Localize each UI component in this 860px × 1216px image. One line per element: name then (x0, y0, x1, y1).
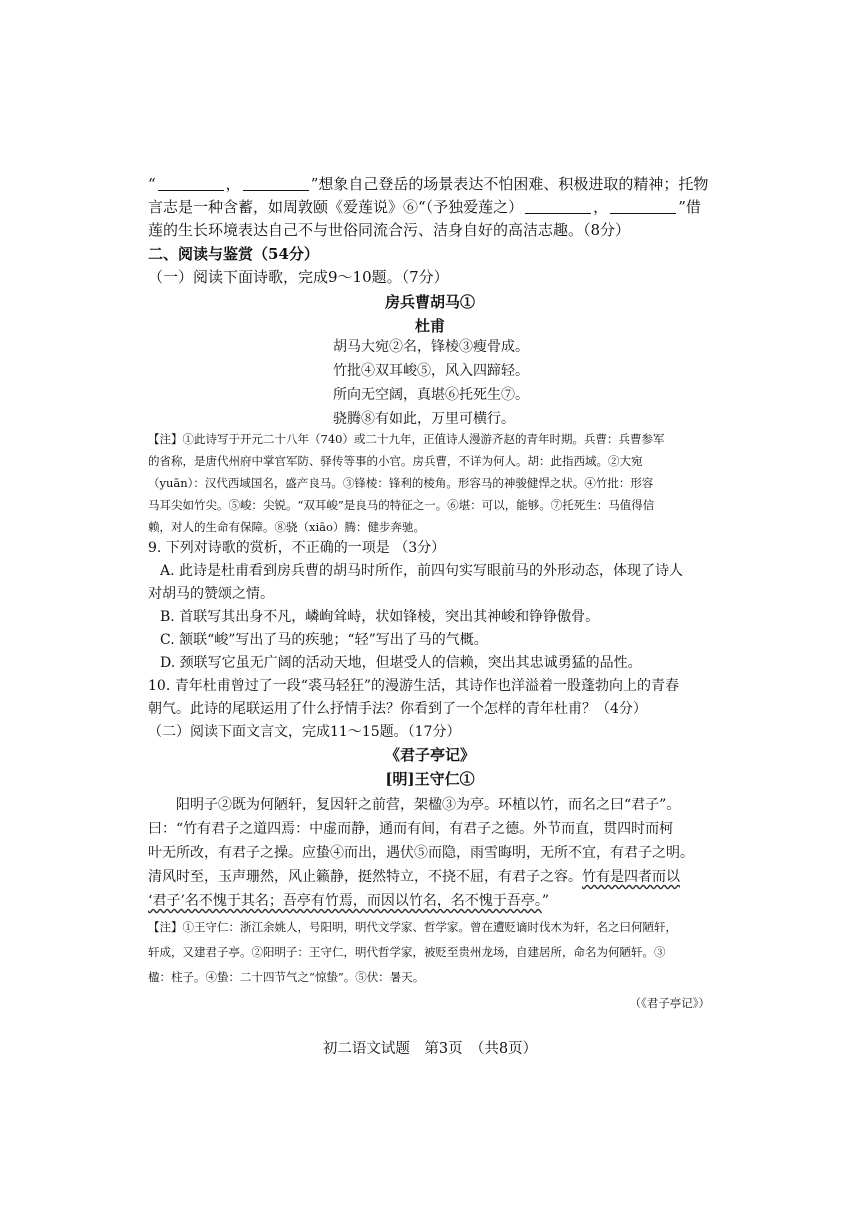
essay-notes (148, 915, 677, 990)
note-line: 赖，对人的生命有保障。⑧骁（xiāo）腾：健步奔驰。 (148, 520, 425, 534)
poem-verses (333, 335, 529, 431)
note-line: 楹：柱子。④蛰：二十四节气之“惊蛰”。⑤伏：暑天。 (148, 970, 425, 984)
page-footer: 初二语文试题 第3页 （共8页） (322, 1041, 538, 1057)
note-line: （yuān）：汉代西域国名，盛产良马。③锋棱：锋利的棱角。形容马的神骏健悍之状。④竹批：形容 (148, 476, 654, 490)
question-stem: 9. 下列对诗歌的赏析，不正确的一项是 （3分） (148, 540, 446, 556)
answer-blank[interactable] (525, 212, 591, 214)
essay-body (148, 793, 694, 913)
answer-blank[interactable] (610, 212, 676, 214)
essay-line: 曰：“竹有君子之道四焉：中虚而静，通而有间，有君子之德。外节而直，贯四时而柯 (148, 821, 674, 837)
poem-verse: 胡马大宛②名，锋棱③瘦骨成。 (333, 339, 529, 355)
answer-blank[interactable] (243, 189, 309, 191)
section-heading: 二、阅读与鉴赏（54分） (148, 245, 319, 263)
note-line: 轩成，又建君子亭。②阳明子：王守仁，明代哲学家，被贬至贵州龙场，自建居所，命名为何陋轩。③ (148, 945, 666, 959)
option-a: A. 此诗是杜甫看到房兵曹的胡马时所作，前四句实写眼前马的外形动态，体现了诗人 (160, 563, 684, 579)
question-10 (148, 675, 679, 721)
part2-heading: （二）阅读下面文言文，完成11～15题。（17分） (148, 724, 461, 740)
question-stem-cont: 朝气。此诗的尾联运用了什么抒情手法？你看到了一个怎样的青年杜甫？（4分） (148, 701, 647, 717)
intro-line-2: 言志是一种含蓄，如周敦颐《爱莲说》⑥“（予独爱莲之） ， ”借 (148, 198, 701, 216)
essay-line: 阳明子②既为何陋轩，复因轩之前营，架楹③为亭。环植以竹，而名之曰“君子”。 (176, 797, 681, 813)
question-stem: 10. 青年杜甫曾过了一段“裘马轻狂”的漫游生活，其诗作也洋溢着一股蓬勃向上的青春 (148, 678, 680, 694)
intro-line-1: “ ， ”想象自己登岳的场景表达不怕困难、积极进取的精神；托物 (148, 175, 709, 193)
option-c: C. 颔联“峻”写出了马的疾驰；“轻”写出了马的气概。 (160, 632, 488, 648)
poem-author: 杜甫 (414, 317, 445, 335)
note-line: 【注】①此诗写于开元二十八年（740）或二十九年，正值诗人漫游齐赵的青年时期。兵曹：兵曹参军 (148, 432, 665, 446)
note-line: 【注】①王守仁：浙江余姚人，号阳明，明代文学家、哲学家。曾在遭贬谪时伐木为轩，名之曰何陋轩， (148, 920, 677, 934)
essay-line: ‘君子’名不愧于其名；吾亭有竹焉，而因以竹名，名不愧于吾亭。” (148, 893, 550, 909)
part1-heading: （一）阅读下面诗歌，完成9～10题。（7分） (148, 268, 449, 286)
option-b: B. 首联写其出身不凡，嶙峋耸峙，状如锋棱，突出其神峻和铮铮傲骨。 (160, 609, 600, 625)
poem-notes (148, 428, 664, 538)
note-line: 的省称，是唐代州府中掌官军防、驿传等事的小官。房兵曹，不详为何人。胡：此指西域。②大宛 (148, 454, 643, 468)
underlined-sentence: ‘君子’名不愧于其名；吾亭有竹焉，而因以竹名，名不愧于吾亭。 (148, 893, 542, 909)
essay-line: 清风时至，玉声珊然，风止籁静，挺然特立，不挠不屈，有君子之容。竹有是四者而以 (148, 869, 680, 885)
poem-verse: 竹批④双耳峻⑤，风入四蹄轻。 (333, 363, 529, 379)
essay-line: 叶无所改，有君子之操。应蛰④而出，遇伏⑤而隐，雨雪晦明，无所不宜，有君子之明。 (148, 845, 694, 861)
underlined-sentence: 竹有是四者而以 (582, 869, 680, 885)
note-line: 马耳尖如竹尖。⑤峻：尖锐。“双耳峻”是良马的特征之一。⑥堪：可以，能够。⑦托死生：马值得信 (148, 498, 655, 512)
essay-source: （《君子亭记》） (629, 996, 710, 1010)
poem-verse: 所向无空阔，真堪⑥托死生⑦。 (333, 387, 529, 403)
intro-line-3: 莲的生长环境表达自己不与世俗同流合污、洁身自好的高洁志趣。（8分） (148, 221, 631, 239)
option-a-cont: 对胡马的赞颂之情。 (148, 586, 274, 602)
poem-verse: 骁腾⑧有如此，万里可横行。 (333, 411, 515, 427)
essay-title: 《君子亭记》 (384, 746, 475, 764)
poem-title: 房兵曹胡马① (384, 293, 475, 311)
answer-blank[interactable] (158, 189, 224, 191)
option-d: D. 颈联写它虽无广阔的活动天地，但堪受人的信赖，突出其忠诚勇猛的品性。 (160, 655, 642, 671)
essay-author: [明]王守仁① (385, 770, 475, 788)
question-9 (148, 537, 683, 675)
intro-paragraph (148, 173, 708, 242)
